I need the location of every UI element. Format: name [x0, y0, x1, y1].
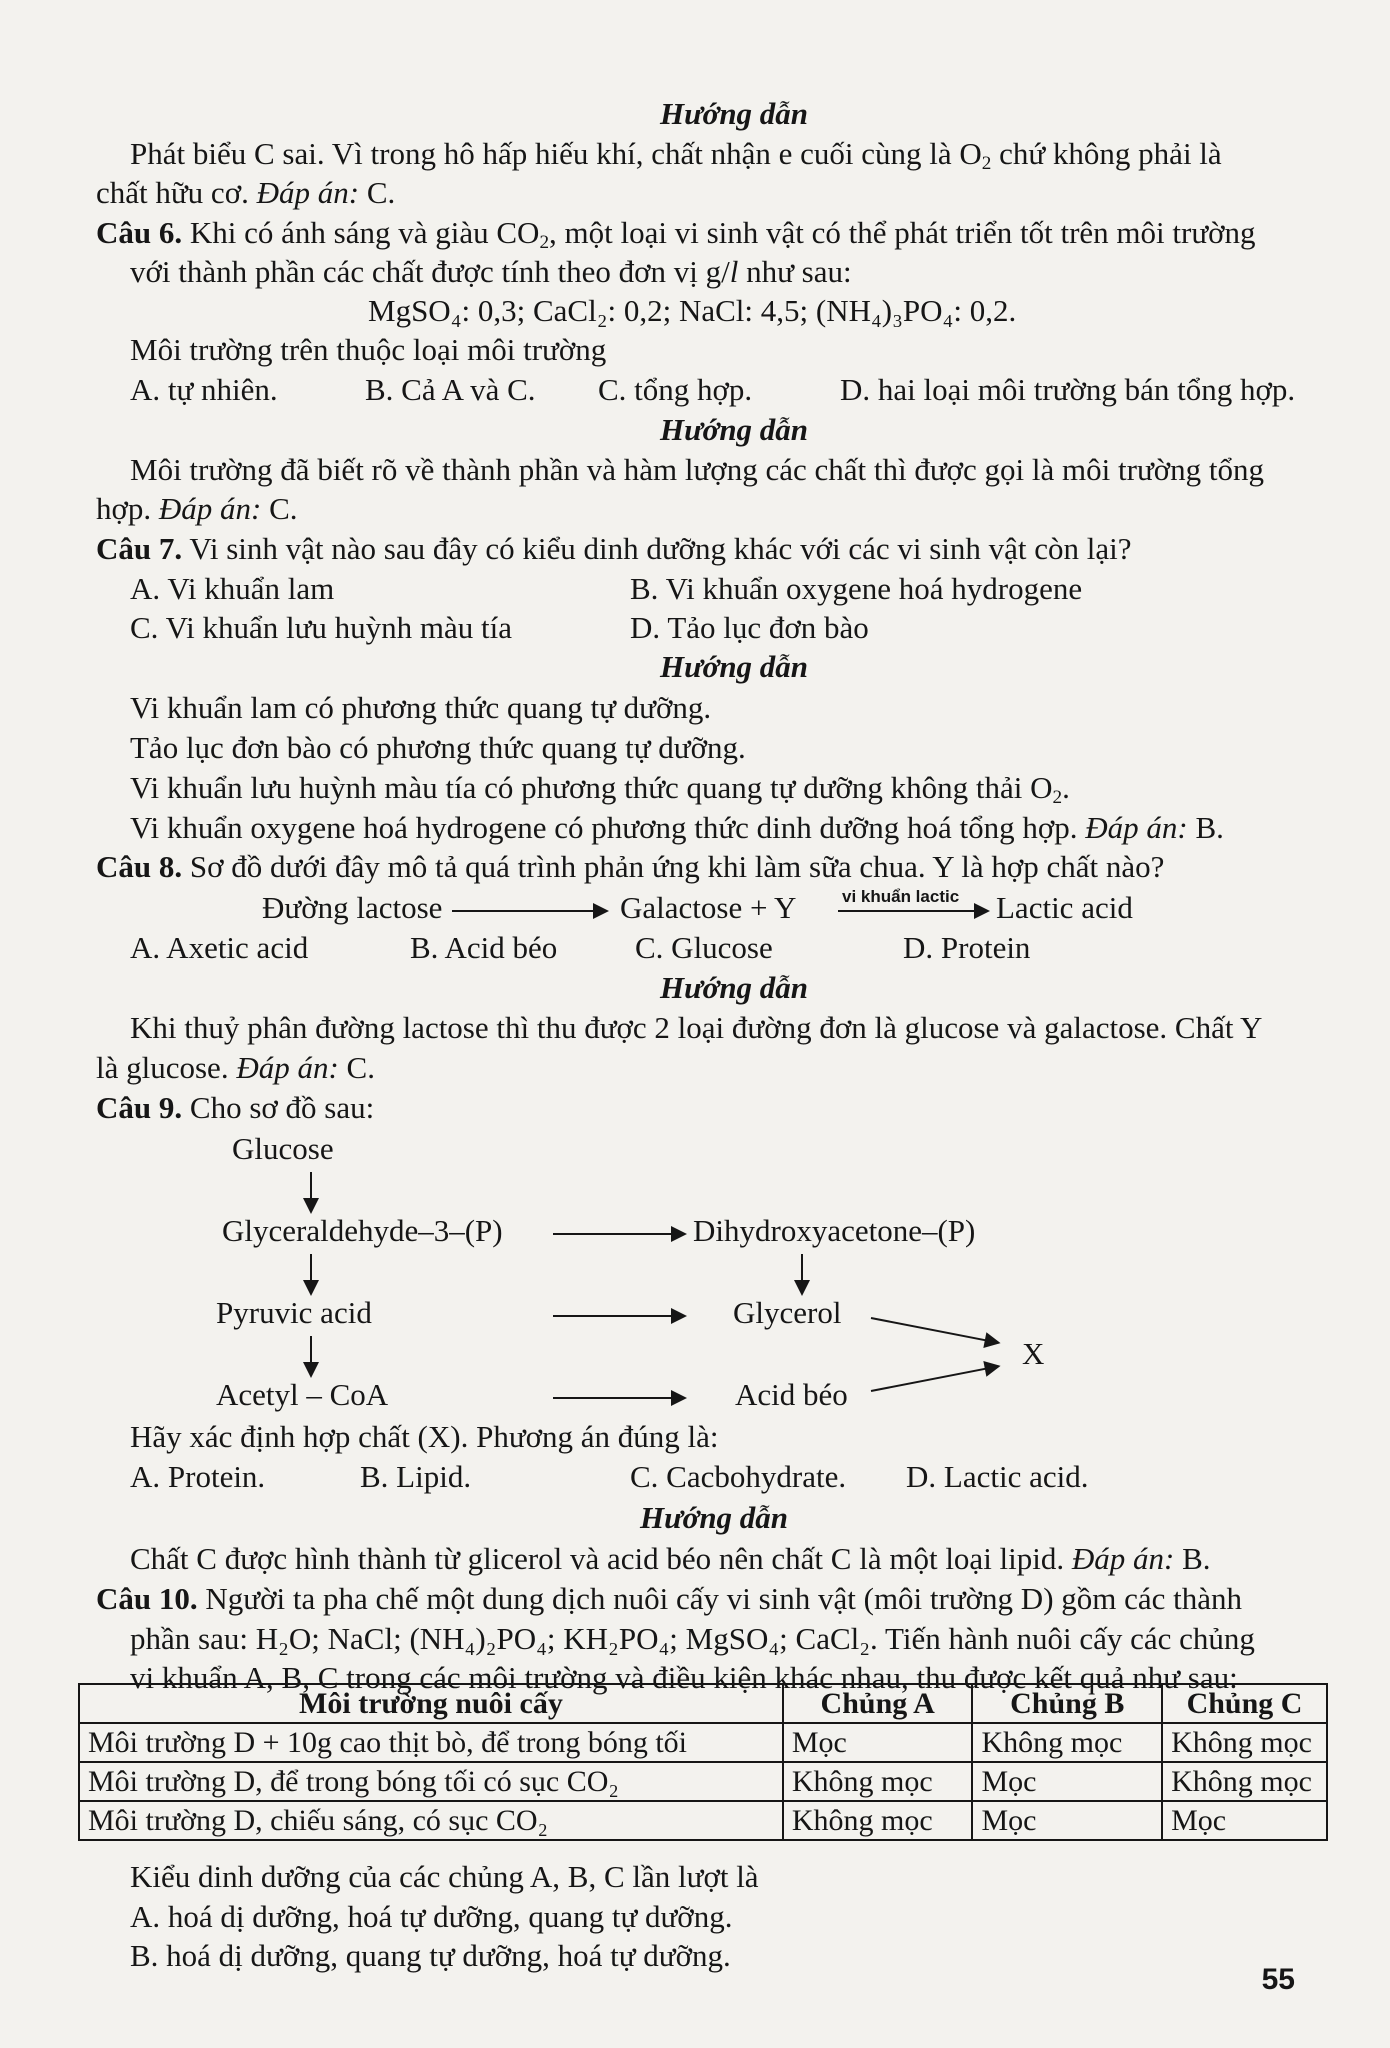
option-d: D. hai loại môi trường bán tổng hợp. — [840, 372, 1296, 407]
arrow-down-icon — [310, 1254, 312, 1294]
paragraph-line: Phát biểu C sai. Vì trong hô hấp hiếu khí, chất nhận e cuối cùng là $O_2$ chứ không phải là — [130, 136, 1222, 174]
guide-heading: Hướng dẫn — [660, 412, 809, 447]
paragraph-line: Vi khuẩn lam có phương thức quang tự dưỡng. — [130, 690, 712, 725]
question-9: Câu 9. Cho sơ đồ sau: — [96, 1090, 375, 1125]
table-cell: Mọc — [972, 1762, 1162, 1801]
option-a: A. Vi khuẩn lam — [130, 571, 335, 606]
diagram-acid-beo: Acid béo — [735, 1377, 848, 1412]
option-c: C. Cacbohydrate. — [630, 1459, 847, 1494]
question-6: Câu 6. Khi có ánh sáng và giàu $CO_2$, một loại vi sinh vật có thể phát triển tốt trên môi trường — [96, 215, 1256, 253]
table-header: Chủng C — [1162, 1684, 1327, 1723]
arrow-right-icon — [838, 910, 988, 912]
page-number: 55 — [1261, 1963, 1295, 1996]
question-8: Câu 8. Sơ đồ dưới đây mô tả quá trình phản ứng khi làm sữa chua. Y là hợp chất nào? — [96, 849, 1165, 884]
guide-heading: Hướng dẫn — [660, 96, 809, 131]
option-d: D. Protein — [903, 930, 1031, 965]
scheme-lactic-acid: Lactic acid — [996, 890, 1133, 925]
paragraph-line: Khi thuỷ phân đường lactose thì thu được 2 loại đường đơn là glucose và galactose. Chất Y — [130, 1010, 1263, 1045]
table-cell: Mọc — [972, 1801, 1162, 1840]
paragraph-line: Môi trường đã biết rõ về thành phần và hàm lượng các chất thì được gọi là môi trường tổng — [130, 452, 1264, 487]
option-b: B. Acid béo — [410, 930, 558, 965]
paragraph-line: Vi khuẩn oxygene hoá hydrogene có phương thức dinh dưỡng hoá tổng hợp. Đáp án: B. — [130, 810, 1224, 845]
table-cell: Không mọc — [1162, 1762, 1327, 1801]
table-cell: Mọc — [783, 1723, 973, 1762]
question-line: vi khuẩn A, B, C trong các môi trường và điều kiện khác nhau, thu được kết quả như sau: — [130, 1660, 1238, 1695]
table-header: Môi trường nuôi cấy — [79, 1684, 783, 1723]
question-line: phần sau: H₂O; NaCl; (NH₄)₂PO₄; KH₂PO₄; MgSO₄; CaCl₂. Tiến hành nuôi cấy các chủng — [130, 1621, 1255, 1656]
option-b: B. Vi khuẩn oxygene hoá hydrogene — [630, 571, 1083, 606]
arrow-down-icon — [801, 1254, 803, 1294]
option-a: A. hoá dị dưỡng, hoá tự dưỡng, quang tự dưỡng. — [130, 1899, 733, 1934]
diagram-x: X — [1022, 1336, 1045, 1371]
paragraph-line: Tảo lục đơn bào có phương thức quang tự dưỡng. — [130, 730, 746, 765]
table-cell: Môi trường D, để trong bóng tối có sục CO₂ — [79, 1762, 783, 1801]
arrow-right-icon — [553, 1233, 685, 1235]
diagram-dhap: Dihydroxyacetone–(P) — [693, 1213, 976, 1248]
arrow-diagonal-icon — [871, 1317, 999, 1344]
question-line: với thành phần các chất được tính theo đơn vị g/l như sau: — [130, 254, 852, 289]
paragraph-line: chất hữu cơ. Đáp án: C. — [96, 175, 396, 210]
formula-line: MgSO₄: 0,3; CaCl₂: 0,2; NaCl: 4,5; (NH₄)₃PO₄: 0,2. — [368, 293, 1017, 328]
scheme-galactose-y: Galactose + Y — [620, 890, 797, 925]
question-stem: Môi trường trên thuộc loại môi trường — [130, 332, 607, 367]
scheme-lactose: Đường lactose — [262, 890, 443, 925]
table-cell: Mọc — [1162, 1801, 1327, 1840]
option-c: C. tổng hợp. — [598, 372, 753, 407]
table-cell: Môi trường D + 10g cao thịt bò, để trong bóng tối — [79, 1723, 783, 1762]
option-b: B. Lipid. — [360, 1459, 472, 1494]
question-stem: Kiểu dinh dưỡng của các chủng A, B, C lần lượt là — [130, 1859, 759, 1894]
paragraph-line: là glucose. Đáp án: C. — [96, 1050, 375, 1085]
table-header: Chủng A — [783, 1684, 973, 1723]
arrow-right-icon — [452, 910, 607, 912]
option-c: C. Glucose — [635, 930, 773, 965]
guide-heading: Hướng dẫn — [660, 970, 809, 1005]
question-7: Câu 7. Vi sinh vật nào sau đây có kiểu dinh dưỡng khác với các vi sinh vật còn lại? — [96, 531, 1132, 566]
diagram-g3p: Glyceraldehyde–3–(P) — [222, 1213, 503, 1248]
table-cell: Không mọc — [783, 1762, 973, 1801]
option-a: A. Protein. — [130, 1459, 266, 1494]
option-a: A. tự nhiên. — [130, 372, 278, 407]
table-row — [79, 1762, 1327, 1801]
table-header-row — [79, 1684, 1327, 1723]
guide-heading: Hướng dẫn — [660, 649, 809, 684]
diagram-pyruvic-acid: Pyruvic acid — [216, 1295, 372, 1330]
table-cell: Không mọc — [972, 1723, 1162, 1762]
diagram-acetyl-coa: Acetyl – CoA — [216, 1377, 389, 1412]
option-d: D. Tảo lục đơn bào — [630, 610, 869, 645]
arrow-label: vi khuẩn lactic — [842, 887, 960, 906]
question-stem: Hãy xác định hợp chất (X). Phương án đúng là: — [130, 1419, 719, 1454]
guide-heading: Hướng dẫn — [640, 1500, 789, 1535]
option-d: D. Lactic acid. — [906, 1459, 1089, 1494]
arrow-right-icon — [553, 1397, 685, 1399]
paragraph-line: Vi khuẩn lưu huỳnh màu tía có phương thức quang tự dưỡng không thải $O_2$. — [130, 770, 1070, 808]
diagram-glucose: Glucose — [232, 1131, 334, 1166]
paragraph-line: Chất C được hình thành từ glicerol và acid béo nên chất C là một loại lipid. Đáp án: B. — [130, 1541, 1211, 1576]
diagram-glycerol: Glycerol — [733, 1295, 842, 1330]
option-c: C. Vi khuẩn lưu huỳnh màu tía — [130, 610, 513, 645]
arrow-right-icon — [553, 1315, 685, 1317]
option-a: A. Axetic acid — [130, 930, 309, 965]
results-table — [78, 1683, 1328, 1841]
arrow-diagonal-icon — [871, 1365, 999, 1392]
table-row — [79, 1723, 1327, 1762]
question-10: Câu 10. Người ta pha chế một dung dịch nuôi cấy vi sinh vật (môi trường D) gồm các thành — [96, 1581, 1243, 1616]
table-cell: Không mọc — [1162, 1723, 1327, 1762]
table-cell: Không mọc — [783, 1801, 973, 1840]
table-row — [79, 1801, 1327, 1840]
option-b: B. hoá dị dưỡng, quang tự dưỡng, hoá tự dưỡng. — [130, 1938, 731, 1973]
option-b: B. Cả A và C. — [365, 372, 536, 407]
arrow-down-icon — [310, 1336, 312, 1376]
paragraph-line: hợp. Đáp án: C. — [96, 491, 298, 526]
table-cell: Môi trường D, chiếu sáng, có sục CO₂ — [79, 1801, 783, 1840]
arrow-down-icon — [310, 1172, 312, 1212]
table-header: Chủng B — [972, 1684, 1162, 1723]
